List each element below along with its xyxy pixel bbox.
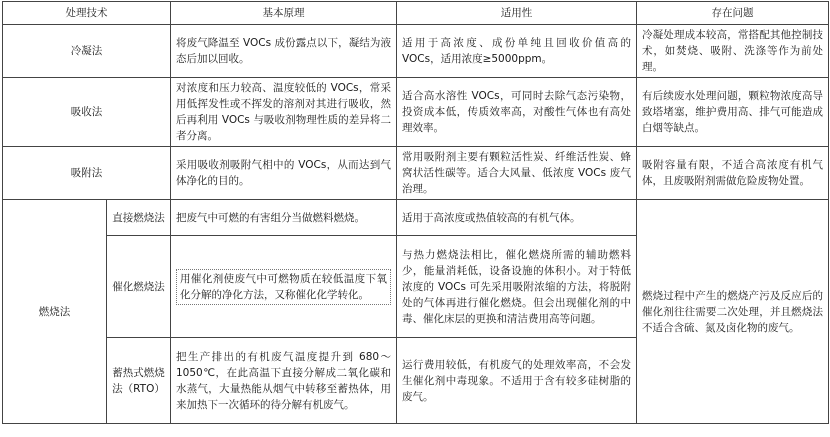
- voc-treatment-table: [2, 1, 829, 424]
- applicability-rto: 运行费用较低，有机废气的处理效率高，不会发生催化剂中毒现象。不适用于含有较多硅树脂的废气。: [397, 338, 637, 424]
- table-row-condensation: [3, 25, 829, 78]
- method-condensation: 冷凝法: [3, 25, 171, 78]
- submethod-rto: 蓄热式燃烧法（RTO）: [107, 338, 171, 424]
- principle-catalytic-box: 用催化剂使废气中可燃物质在较低温度下氧化分解的净化方法，又称催化化学转化。: [176, 269, 391, 305]
- applicability-direct: 适用于高浓度或热值较高的有机气体。: [397, 200, 637, 236]
- problems-absorption: 有后续废水处理问题，颗粒物浓度高导致塔堵塞，维护费用高、排气可能造成白烟等缺点。: [637, 78, 829, 147]
- header-row: [3, 2, 829, 25]
- principle-rto: 把生产排出的有机废气温度提升到 680～1050℃，在此高温下直接分解成二氧化碳和水蒸气，大量热能从烟气中转移至蓄热体，用来加热下一次循环的待分解有机废气。: [171, 338, 397, 424]
- method-absorption: 吸收法: [3, 78, 171, 147]
- header-problems: 存在问题: [637, 2, 829, 25]
- header-principle: 基本原理: [171, 2, 397, 25]
- table-row-absorption: [3, 78, 829, 147]
- applicability-condensation: 适用于高浓度、成份单纯且回收价值高的 VOCs，适用浓度≥5000ppm。: [397, 25, 637, 78]
- method-combustion: 燃烧法: [3, 200, 107, 424]
- table-row-adsorption: [3, 147, 829, 200]
- problems-combustion: 燃烧过程中产生的燃烧产污及反应后的催化剂往往需要二次处理，并且燃烧法不适合含硫、氮及卤化物的废气。: [637, 200, 829, 424]
- principle-direct: 把废气中可燃的有害组分当做燃料燃烧。: [171, 200, 397, 236]
- applicability-adsorption: 常用吸附剂主要有颗粒活性炭、纤维活性炭、蜂窝状活性碳等。适合大风量、低浓度 VOCs 废气治理。: [397, 147, 637, 200]
- applicability-absorption: 适合高水溶性 VOCs，可同时去除气态污染物，投资成本低，传质效率高，对酸性气体也有高处理效率。: [397, 78, 637, 147]
- principle-adsorption: 采用吸收剂吸附气相中的 VOCs，从而达到气体净化的目的。: [171, 147, 397, 200]
- principle-absorption: 对浓度和压力较高、温度较低的 VOCs，常采用低挥发性或不挥发的溶剂对其进行吸收，然后再利用 VOCs 与吸收剂物理性质的差异将二者分离。: [171, 78, 397, 147]
- submethod-direct: 直接燃烧法: [107, 200, 171, 236]
- table-row-direct-combustion: [3, 200, 829, 236]
- principle-condensation: 将废气降温至 VOCs 成份露点以下，凝结为液态后加以回收。: [171, 25, 397, 78]
- principle-catalytic: [171, 236, 397, 338]
- submethod-catalytic: 催化燃烧法: [107, 236, 171, 338]
- method-adsorption: 吸附法: [3, 147, 171, 200]
- problems-adsorption: 吸附容量有限，不适合高浓度有机气体，且废吸附剂需做危险废物处置。: [637, 147, 829, 200]
- problems-condensation: 冷凝处理成本较高，常搭配其他控制技术，如焚烧、吸附、洗涤等作为前处理。: [637, 25, 829, 78]
- applicability-catalytic: 与热力燃烧法相比，催化燃烧所需的辅助燃料少，能量消耗低，设备设施的体积小。对于特低浓度的 VOCs 可先采用吸附浓缩的方法，将脱附处的气体再进行催化燃烧。但会出现催化剂的中毒、催化床层的更换和清洁费用高等问题。: [397, 236, 637, 338]
- header-applicability: 适用性: [397, 2, 637, 25]
- header-technique: 处理技术: [3, 2, 171, 25]
